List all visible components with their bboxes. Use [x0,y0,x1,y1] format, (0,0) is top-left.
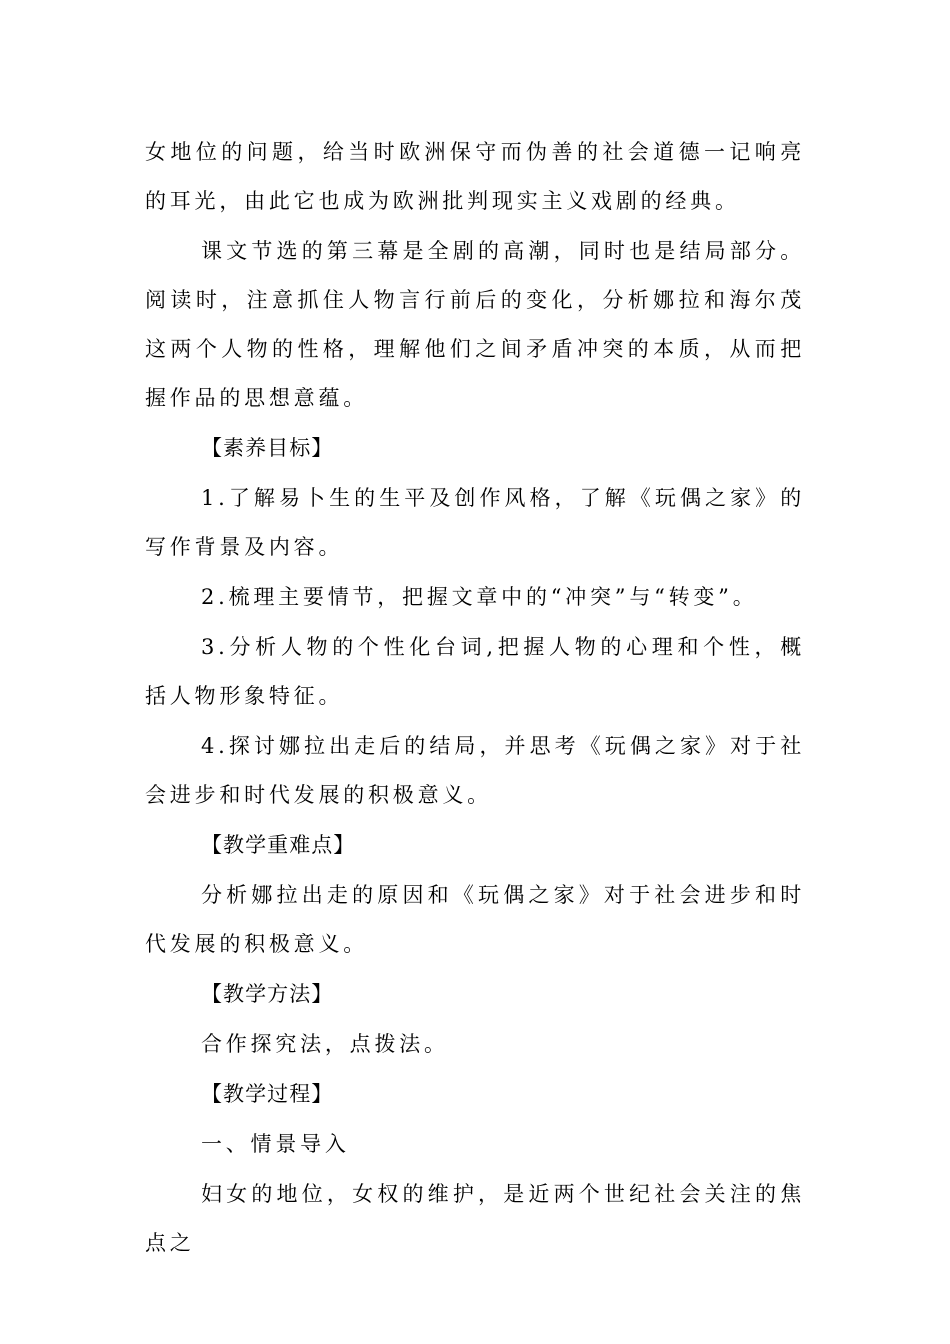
process-intro-text: 妇女的地位，女权的维护，是近两个世纪社会关注的焦点之 [145,1182,805,1255]
goal-item-3: 3.分析人物的个性化台词,把握人物的心理和个性，概括人物形象特征。 [145,635,805,708]
goal-item-1: 1.了解易卜生的生平及创作风格，了解《玩偶之家》的写作背景及内容。 [145,486,805,559]
section-heading-literacy-goals: 【素养目标】 [201,436,334,460]
process-step-title: 一、情景导入 [201,1132,350,1156]
key-points-text: 分析娜拉出走的原因和《玩偶之家》对于社会进步和时代发展的积极意义。 [145,883,805,956]
paragraph-continuation: 女地位的问题，给当时欧洲保守而伪善的社会道德一记响亮的耳光，由此它也成为欧洲批判现实主义戏剧的经典。 [145,140,805,213]
methods-text: 合作探究法，点拨法。 [201,1032,449,1056]
goal-item-4: 4.探讨娜拉出走后的结局，并思考《玩偶之家》对于社会进步和时代发展的积极意义。 [145,734,805,807]
section-heading-key-points: 【教学重难点】 [201,833,356,857]
section-heading-process: 【教学过程】 [201,1082,334,1106]
section-heading-methods: 【教学方法】 [201,982,334,1006]
document-body [145,128,805,1269]
goal-item-2: 2.梳理主要情节，把握文章中的“冲突”与“转变”。 [201,585,758,609]
paragraph-excerpt-intro: 课文节选的第三幕是全剧的高潮，同时也是结局部分。阅读时，注意抓住人物言行前后的变化，分析娜拉和海尔茂这两个人物的性格，理解他们之间矛盾冲突的本质，从而把握作品的思想意蕴。 [145,239,805,410]
